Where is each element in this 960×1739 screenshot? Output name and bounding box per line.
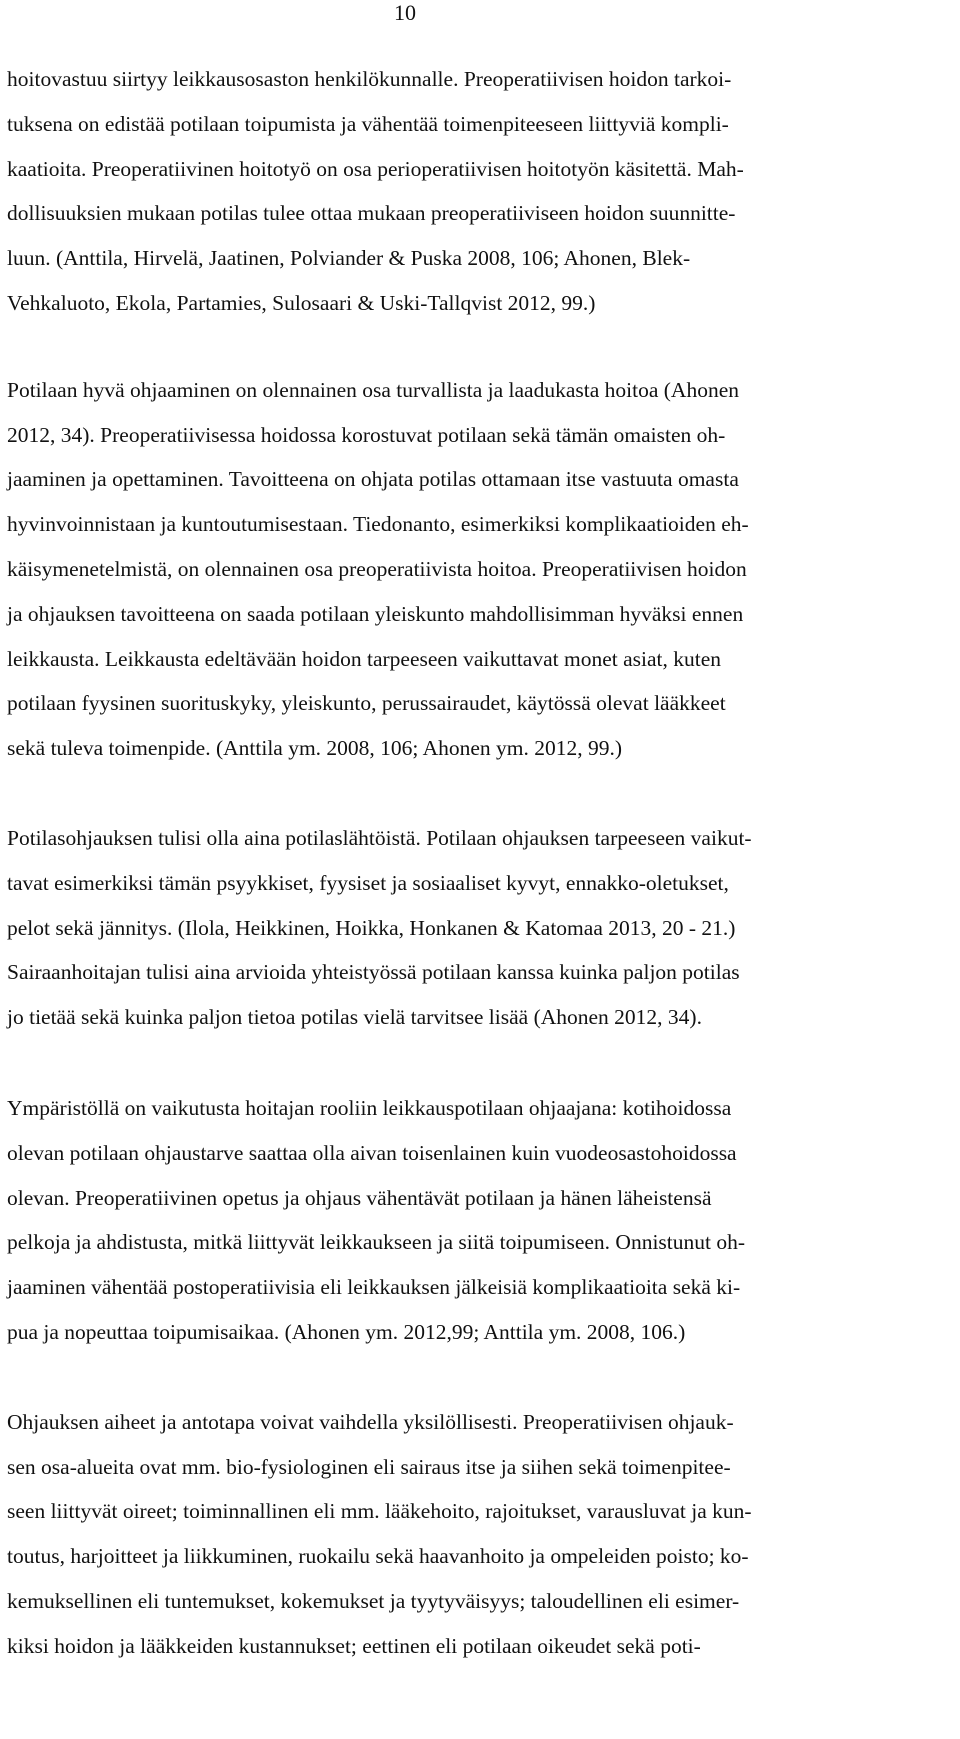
text-line: Ohjauksen aiheet ja antotapa voivat vaihdella yksilöllisesti. Preoperatiivisen ohjauk-: [7, 1409, 734, 1434]
text-line: Vehkaluoto, Ekola, Partamies, Sulosaari & Uski-Tallqvist 2012, 99.): [7, 290, 596, 315]
paragraph-1: [7, 57, 957, 326]
text-line: potilaan fyysinen suorituskyky, yleiskunto, perussairaudet, käytössä olevat lääkkeet: [7, 691, 726, 716]
text-line: tavat esimerkiksi tämän psyykkiset, fyysiset ja sosiaaliset kyvyt, ennakko-oletukset,: [7, 870, 729, 895]
text-line: hyvinvoinnistaan ja kuntoutumisestaan. Tiedonanto, esimerkiksi komplikaatioiden eh-: [7, 512, 749, 537]
text-line: leikkausta. Leikkausta edeltävään hoidon tarpeeseen vaikuttavat monet asiat, kuten: [7, 646, 722, 671]
text-line: jaaminen vähentää postoperatiivisia eli leikkauksen jälkeisiä komplikaatioita sekä ki-: [7, 1275, 741, 1300]
text-line: pelkoja ja ahdistusta, mitkä liittyvät leikkaukseen ja siitä toipumiseen. Onnistunut oh-: [7, 1230, 746, 1255]
text-line: sekä tuleva toimenpide. (Anttila ym. 2008, 106; Ahonen ym. 2012, 99.): [7, 736, 623, 761]
paragraph-6: [7, 1400, 957, 1669]
text-line: sen osa-alueita ovat mm. bio-fysiologinen eli sairaus itse ja siihen sekä toimenpitee-: [7, 1454, 731, 1479]
paragraph-4: [7, 950, 957, 1040]
text-line: olevan. Preoperatiivinen opetus ja ohjaus vähentävät potilaan ja hänen läheistensä: [7, 1185, 712, 1210]
text-line: Ympäristöllä on vaikutusta hoitajan rooliin leikkauspotilaan ohjaajana: kotihoidossa: [7, 1095, 732, 1120]
document-body: [7, 57, 957, 1669]
text-line: pelot sekä jännitys. (Ilola, Heikkinen, Hoikka, Honkanen & Katomaa 2013, 20 - 21.): [7, 915, 736, 940]
text-line: olevan potilaan ohjaustarve saattaa olla aivan toisenlainen kuin vuodeosastohoidossa: [7, 1140, 737, 1165]
text-line: luun. (Anttila, Hirvelä, Jaatinen, Polviander & Puska 2008, 106; Ahonen, Blek-: [7, 246, 691, 271]
text-line: kemuksellinen eli tuntemukset, kokemukset ja tyytyväisyys; taloudellinen eli esimer-: [7, 1588, 740, 1613]
text-line: kiksi hoidon ja lääkkeiden kustannukset; eettinen eli potilaan oikeudet sekä poti-: [7, 1633, 701, 1658]
text-line: Potilasohjauksen tulisi olla aina potilaslähtöistä. Potilaan ohjauksen tarpeeseen vaikut-: [7, 825, 752, 850]
text-line: ja ohjauksen tavoitteena on saada potilaan yleiskunto mahdollisimman hyväksi ennen: [7, 601, 744, 626]
paragraph-3: [7, 816, 957, 950]
text-line: seen liittyvät oireet; toiminnallinen eli mm. lääkehoito, rajoitukset, varausluvat ja kun-: [7, 1499, 752, 1524]
text-line: dollisuuksien mukaan potilas tulee ottaa mukaan preoperatiiviseen hoidon suunnitte-: [7, 201, 736, 226]
text-line: hoitovastuu siirtyy leikkausosaston henkilökunnalle. Preoperatiivisen hoidon tarkoi-: [7, 67, 732, 91]
text-line: pua ja nopeuttaa toipumisaikaa. (Ahonen ym. 2012,99; Anttila ym. 2008, 106.): [7, 1319, 686, 1344]
text-line: toutus, harjoitteet ja liikkuminen, ruokailu sekä haavanhoito ja ompeleiden poisto; ko-: [7, 1544, 749, 1569]
text-line: jo tietää sekä kuinka paljon tietoa potilas vielä tarvitsee lisää (Ahonen 2012, 34).: [7, 1005, 702, 1030]
text-line: 2012, 34). Preoperatiivisessa hoidossa korostuvat potilaan sekä tämän omaisten oh-: [7, 422, 726, 447]
paragraph-5: [7, 1086, 957, 1355]
text-line: kaatioita. Preoperatiivinen hoitotyö on osa perioperatiivisen hoitotyön käsitettä. Mah-: [7, 156, 744, 181]
text-line: Potilaan hyvä ohjaaminen on olennainen osa turvallista ja laadukasta hoitoa (Ahonen: [7, 377, 739, 402]
text-line: tuksena on edistää potilaan toipumista ja vähentää toimenpiteeseen liittyviä kompli-: [7, 111, 729, 136]
text-line: Sairaanhoitajan tulisi aina arvioida yhteistyössä potilaan kanssa kuinka paljon potilas: [7, 960, 740, 985]
text-line: jaaminen ja opettaminen. Tavoitteena on ohjata potilas ottamaan itse vastuuta omasta: [7, 467, 739, 492]
page-number: 10: [394, 0, 416, 25]
paragraph-2: [7, 368, 957, 771]
text-line: käisymenetelmistä, on olennainen osa preoperatiivista hoitoa. Preoperatiivisen hoidon: [7, 556, 747, 581]
